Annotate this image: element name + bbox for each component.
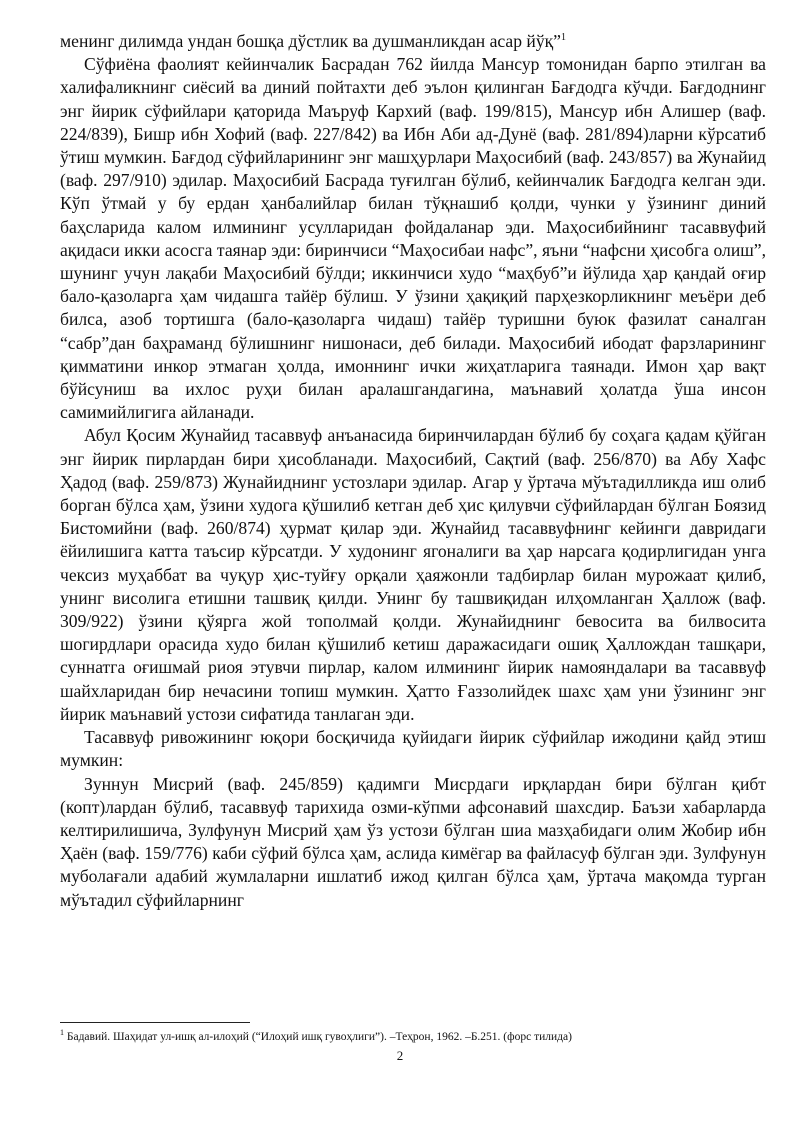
footnote-reference[interactable]: 1: [560, 32, 566, 44]
paragraph-4: Тасаввуф ривожининг юқори босқичида қуйидаги йирик сўфийлар ижодини қайд этиш мумкин:: [60, 727, 766, 771]
paragraph-1: [60, 30, 766, 53]
paragraph-1-text: менинг дилимда ундан бошқа дўстлик ва душманликдан асар йўқ”: [60, 31, 561, 51]
page-body: [60, 30, 766, 912]
paragraph-5: Зуннун Мисрий (ваф. 245/859) қадимги Мисрдаги ирқлардан бири бўлган қибт (копт)лардан бўлиб, тасаввуф тарихида озми-кўпми афсонавий шахсдир. Баъзи хабарларда келтирилишича, Зулфунун Мисрий ҳам ўз устози бўлган шиа мазҳабидаги олим Жобир ибн Ҳаён (ваф. 159/776) каби сўфий бўлса ҳам, аслида кимёгар ва файласуф бўлган эди. Зулфунун муболағали адабий жумлаларни ишлатиб ижод қилган бўлса ҳам, ўртача мақомда турган мўътадил сўфийларнинг: [60, 773, 766, 910]
paragraph-2: Сўфиёна фаолият кейинчалик Басрадан 762 йилда Мансур томонидан барпо этилган ва халифаликнинг сиёсий ва диний пойтахти деб эълон қилинган Бағдодга кўчди. Бағдоднинг энг йирик сўфийлари қаторида Маъруф Кархий (ваф. 199/815), Мансур ибн Алишер (ваф. 224/839), Бишр ибн Хофий (ваф. 227/842) ва Ибн Аби ад-Дунё (ваф. 281/894)ларни кўрсатиб ўтиш мумкин. Бағдод сўфийларининг энг машҳурлари Маҳосибий (ваф. 243/857) ва Жунайид (ваф. 297/910) эдилар. Маҳосибий Басрада туғилган бўлиб, кейинчалик Бағдодга келган эди. Кўп ўтмай у бу ердан ҳанбалийлар билан тўқнашиб қолди, чунки у ўзининг диний баҳсларида калом илмининг усулларидан фойдаланар эди. Маҳосибийнинг тасаввуфий ақидаси икки асосга таянар эди: биринчиси “Маҳосибаи нафс”, яъни “нафсни ҳисобга олиш”, шунинг учун лақаби Маҳосибий бўлди; иккинчиси худо “маҳбуб”и йўлида ҳар қандай оғир бало-қазоларга ҳам чидашга тайёр бўлиш. У ўзини ҳақиқий парҳезкорликнинг меъёри деб билса, азоб тортишга (бало-қазоларга чидаш) тайёр туришни буюк фазилат саналган “сабр”дан баҳраманд бўлишнинг нишонаси, деб билади. Маҳосибий ибодат фарзларининг қимматини инкор этмаган ҳолда, имоннинг ички жиҳатларига таянади. Имон ҳар вақт бўйсуниш ва ихлос руҳи билан аралашгандагина, маънавий ҳолатда ўша инсон самимийлигига айланади.: [60, 54, 766, 423]
footnote-text: Бадавий. Шаҳидат ул-ишқ ал-илоҳий (“Илоҳий ишқ гувоҳлиги”). –Теҳрон, 1962. –Б.251. (форс тилида): [64, 1031, 572, 1043]
footnote-marker: 1: [60, 1028, 64, 1038]
footnote-divider: [60, 1022, 250, 1023]
paragraph-3: Абул Қосим Жунайид тасаввуф анъанасида биринчилардан бўлиб бу соҳага қадам қўйган энг йирик пирлардан бири ҳисобланади. Маҳосибий, Сақтий (ваф. 256/870) ва Абу Хафс Ҳадод (ваф. 259/873) Жунайиднинг устозлари эдилар. Агар у ўртача мўътадилликда иш олиб борган бўлса ҳам, ўзини худога қўшилиб кетган деб ҳис қилувчи сўфийлардан бўлган Боязид Бистомийни (ваф. 260/874) ҳурмат қилар эди. Жунайид тасаввуфнинг кейинги давридаги ёйилишига катта таъсир кўрсатди. У худонинг ягоналиги ва ҳар нарсага қодирлигидан унга чексиз муҳаббат ва чуқур ҳис-туйғу орқали ҳаяжонли тадбирлар билан мурожаат қилиб, унинг висолига етишни ташвиқ қилди. Унинг бу ташвиқидан илҳомланган Ҳаллож (ваф. 309/922) ўзини қўярга жой тополмай қолди. Жунайиднинг бевосита ва билвосита шогирдлари орасида худо билан қўшилиб кетиш даражасидаги ошиқ Ҳаллождан ташқари, суннатга оғишмай риоя этувчи пирлар, калом илмининг йирик намояндалари ва тасаввуф шайхларидан бир нечасини топиш мумкин. Ҳатто Ғаззолийдек шахс ҳам уни ўзининг энг йирик маънавий устози сифатида танлаган эди.: [60, 425, 766, 724]
page-number: 2: [396, 1048, 404, 1063]
footnote: [60, 1030, 766, 1045]
